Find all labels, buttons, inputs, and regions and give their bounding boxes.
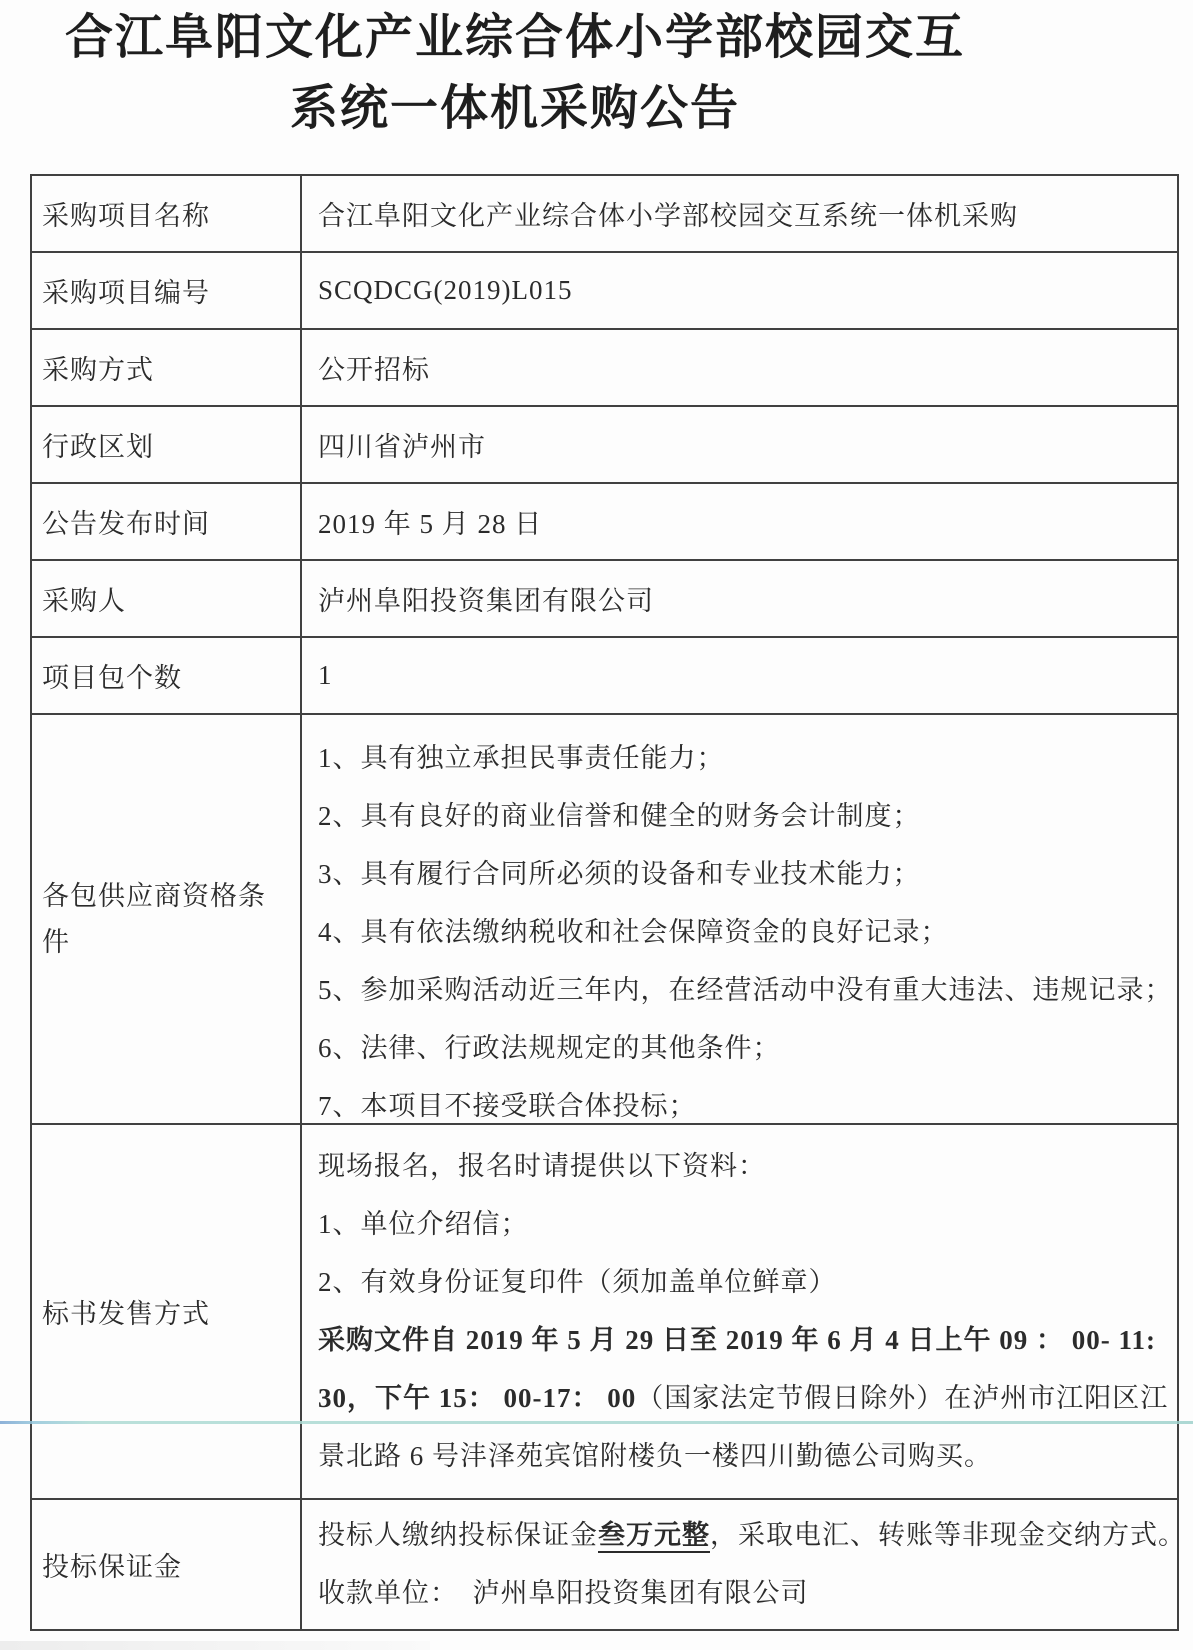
title-line-1: 合江阜阳文化产业综合体小学部校园交互 xyxy=(64,11,965,64)
qualification-item: 1、具有独立承担民事责任能力； xyxy=(318,743,725,773)
table-row-package-count xyxy=(32,638,1177,715)
qualification-item: 3、具有履行合同所必须的设备和专业技术能力； xyxy=(318,859,921,889)
row-label: 采购方式 xyxy=(32,330,302,405)
qualification-item: 6、法律、行政法规规定的其他条件； xyxy=(318,1033,781,1063)
table-row-procurement-method xyxy=(32,330,1177,407)
document-title xyxy=(0,2,1030,144)
title-line-2: 系统一体机采购公告 xyxy=(289,82,740,135)
row-value: 合江阜阳文化产业综合体小学部校园交互系统一体机采购 xyxy=(318,201,1018,231)
row-label: 采购项目名称 xyxy=(32,176,302,251)
row-value xyxy=(302,1500,1186,1629)
row-label: 投标保证金 xyxy=(32,1500,302,1629)
scan-edge-smudge xyxy=(0,1641,430,1650)
sale-line-mixed xyxy=(318,1369,1177,1427)
qualification-item: 2、具有良好的商业信誉和健全的财务会计制度； xyxy=(318,801,921,831)
sale-line: 2、有效身份证复印件（须加盖单位鲜章） xyxy=(318,1267,837,1297)
row-label: 公告发布时间 xyxy=(32,484,302,559)
sale-line-bold: 采购文件自 2019 年 5 月 29 日至 2019 年 6 月 4 日上午 09 ： 00- 11: xyxy=(318,1325,1156,1355)
row-value: 1 xyxy=(318,660,333,690)
row-label: 项目包个数 xyxy=(32,638,302,713)
sale-line: 现场报名，报名时请提供以下资料： xyxy=(318,1151,766,1181)
qualification-item: 4、具有依法缴纳税收和社会保障资金的良好记录； xyxy=(318,917,949,947)
deposit-prefix: 投标人缴纳投标保证金 xyxy=(318,1520,598,1550)
row-label xyxy=(32,715,302,1123)
sale-location-regular: （国家法定节假日除外）在泸州市江阳区江 xyxy=(636,1383,1169,1413)
table-row-purchaser xyxy=(32,561,1177,638)
row-value xyxy=(302,1125,1177,1498)
deposit-amount: 叁万元整 xyxy=(598,1520,710,1553)
row-value: 四川省泸州市 xyxy=(318,432,486,462)
row-label: 采购人 xyxy=(32,561,302,636)
row-label: 采购项目编号 xyxy=(32,253,302,328)
qualification-item: 5、参加采购活动近三年内，在经营活动中没有重大违法、违规记录； xyxy=(318,975,1173,1005)
table-row-project-number xyxy=(32,253,1177,330)
row-value: 2019 年 5 月 28 日 xyxy=(318,509,543,539)
table-row-bid-doc-sale xyxy=(32,1125,1177,1500)
row-value: 公开招标 xyxy=(318,355,430,385)
row-label: 标书发售方式 xyxy=(32,1125,302,1498)
sale-time-bold: 30，下午 15： 00-17： 00 xyxy=(318,1383,637,1413)
sale-line: 景北路 6 号沣泽苑宾馆附楼负一楼四川勤德公司购买。 xyxy=(318,1441,992,1471)
deposit-line-mixed xyxy=(318,1506,1186,1564)
row-value: SCQDCG(2019)L015 xyxy=(318,275,573,305)
scan-artifact-line xyxy=(0,1421,1193,1424)
table-row-announce-date xyxy=(32,484,1177,561)
table-row-supplier-qualifications xyxy=(32,715,1177,1125)
row-label-text: 各包供应商资格条件 xyxy=(42,881,266,957)
sale-line: 1、单位介绍信； xyxy=(318,1209,529,1239)
row-label: 行政区划 xyxy=(32,407,302,482)
row-value xyxy=(302,715,1177,1123)
deposit-payee-line: 收款单位： 泸州阜阳投资集团有限公司 xyxy=(318,1578,809,1608)
table-row-admin-region xyxy=(32,407,1177,484)
announcement-table xyxy=(30,174,1186,1631)
qualification-item: 7、本项目不接受联合体投标； xyxy=(318,1091,697,1121)
deposit-suffix: ，采取电汇、转账等非现金交纳方式。 xyxy=(710,1520,1186,1550)
row-value: 泸州阜阳投资集团有限公司 xyxy=(318,586,654,616)
table-row-bid-deposit xyxy=(32,1500,1186,1629)
table-row-project-name xyxy=(32,176,1177,253)
